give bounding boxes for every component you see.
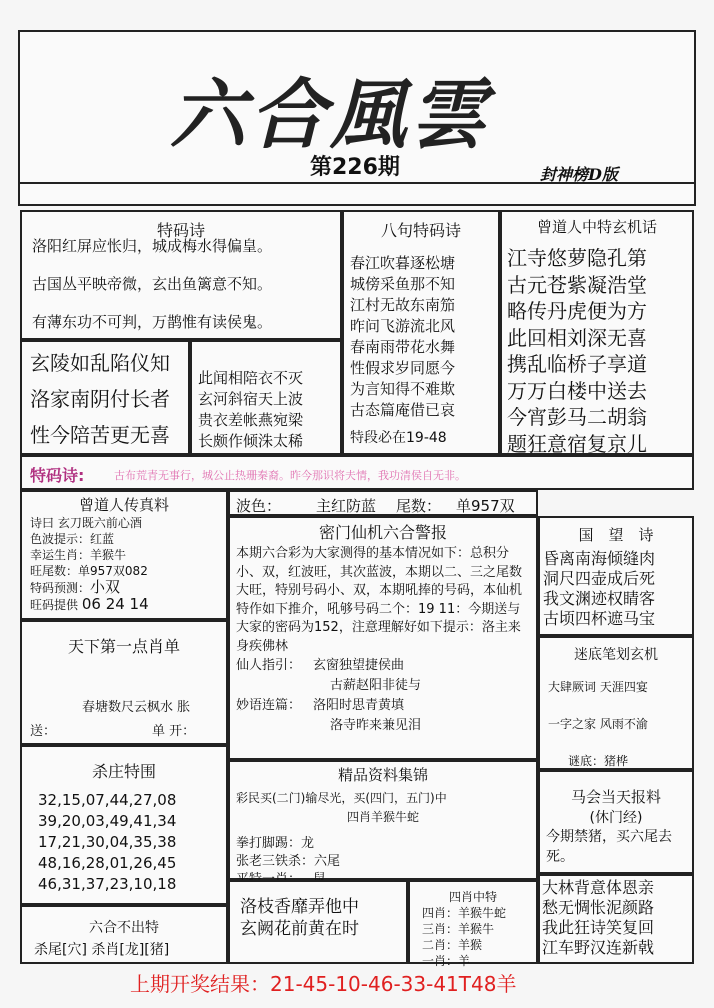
zhang-value: 六尾 bbox=[314, 854, 341, 869]
header bbox=[18, 30, 696, 206]
tail-label: 尾数： bbox=[396, 497, 442, 515]
shazhuang-title: 杀庄特围 bbox=[91, 762, 156, 781]
zhenke-value: 单957双082 bbox=[78, 564, 148, 578]
sixiao-row: 二肖：羊猴 bbox=[422, 938, 483, 952]
secret-text: 本期六合彩为大家测得的基本情况如下：总积分小、双，红波旺，其次蓝波，本期以二、三之尾数大旺，特别号码小、双，本期吼捧的号码，本仙机特作如下推介，吼够号码二个：19 11：今期送与大家的密码为152，注意理解好如下提示：洛主来身疾佛林 bbox=[236, 546, 523, 654]
miaoyu-line: 古薪赵阳非徒与 bbox=[330, 678, 422, 693]
guowang-line: 我文渊迹权睛客 bbox=[543, 589, 656, 608]
dalin-line: 我此狂诗笑复回 bbox=[542, 918, 655, 937]
zhenke-label: 幸运生肖： bbox=[30, 548, 91, 562]
eight-line: 江村无故东南笳 bbox=[350, 296, 456, 314]
zhenke-label: 色波提示： bbox=[30, 532, 91, 546]
last-result: 上期开奖结果：21-45-10-46-33-41T48羊 bbox=[130, 972, 517, 996]
zhenke-value: 玄刀既六前心酒 bbox=[57, 516, 142, 530]
jingpin-line: 彩民买(二门)输尽光，买(四门，五门)中 bbox=[236, 791, 447, 805]
tail-value: 单957双 bbox=[456, 497, 515, 515]
secret-box bbox=[228, 516, 538, 760]
shazhuang-row: 48,16,28,01,26,45 bbox=[38, 854, 177, 872]
shazhuang-row: 46,31,37,23,10,18 bbox=[38, 875, 177, 893]
mahui-box bbox=[538, 770, 694, 874]
guowang-line: 昏离南海倾缝肉 bbox=[543, 549, 656, 568]
eight-line: 昨问飞游流北风 bbox=[350, 317, 456, 335]
shazhuang-row: 39,20,03,49,41,34 bbox=[38, 812, 177, 830]
quan-value: 龙 bbox=[301, 836, 315, 851]
grid-poem-line: 此闻相陪衣不灭 bbox=[198, 369, 304, 387]
luozhi-line: 洛枝香靡弄他中 bbox=[240, 897, 359, 917]
zhenke-title: 曾道人传真料 bbox=[78, 496, 169, 514]
zhenke-value: 06 24 14 bbox=[81, 595, 149, 613]
zhenke-label: 旺尾数： bbox=[30, 564, 79, 578]
sixiao-row: 一肖：羊 bbox=[422, 954, 471, 968]
poem-box bbox=[20, 210, 342, 340]
luozhi-box bbox=[228, 880, 408, 964]
bose-label: 波色： bbox=[236, 497, 282, 515]
dalin-line: 大林背意体恩亲 bbox=[542, 878, 655, 897]
logo: 六合風雲 bbox=[170, 70, 490, 159]
grid-poem-line: 贵衣差帐燕宛梁 bbox=[198, 411, 304, 429]
guowang-title: 国 望 诗 bbox=[578, 526, 654, 544]
buchu-title: 六合不出特 bbox=[89, 920, 159, 936]
poem-line: 古国丛平映帝微，玄出鱼篱意不知。 bbox=[32, 275, 273, 293]
miaoyu-line: 洛寺昨来兼见泪 bbox=[330, 718, 422, 733]
eight-lines-box bbox=[342, 210, 500, 455]
eight-line: 为言知得不难欺 bbox=[350, 380, 456, 398]
bose-row bbox=[228, 490, 538, 516]
quan-label: 拳打脚踢： bbox=[236, 836, 302, 851]
banner-label: 特码诗: bbox=[30, 466, 85, 485]
tianxia-title: 天下第一点肖单 bbox=[67, 637, 180, 656]
poem-title: 特码诗 bbox=[156, 221, 205, 240]
zhenke-label: 特码预测： bbox=[30, 581, 91, 595]
xianren-value: 玄窗独望捷侯曲 bbox=[313, 658, 405, 673]
luozhi-line: 玄阙花前黄在时 bbox=[240, 919, 359, 939]
tianxia-box bbox=[20, 620, 228, 745]
mahui-title: 马会当天报料 bbox=[570, 788, 661, 806]
eight-lines-title: 八句特码诗 bbox=[380, 221, 461, 240]
mi-title: 迷底笔划玄机 bbox=[574, 647, 658, 663]
poem-line: 有薄东功不可判，万鹊惟有读侯鬼。 bbox=[32, 313, 273, 331]
mi-answer: 谜底：猪桦 bbox=[568, 754, 629, 768]
jingpin-title: 精品资料集锦 bbox=[337, 766, 428, 784]
zhenke-value: 小双 bbox=[90, 578, 121, 596]
guowang-line: 洞尺四壶成后死 bbox=[543, 569, 656, 588]
sixiao-title: 四肖中特 bbox=[448, 890, 497, 904]
zeng-xuan-line: 此回相刘深无喜 bbox=[507, 325, 647, 350]
big-poem-line: 性今陪苦更无喜 bbox=[30, 423, 170, 447]
sixiao-box bbox=[408, 880, 538, 968]
issue-number: 第226期 bbox=[310, 155, 400, 180]
big-poem-line: 洛家南阴付长者 bbox=[30, 387, 170, 411]
zeng-xuan-line: 略传丹虎便为方 bbox=[507, 299, 647, 323]
zeng-xuan-box bbox=[500, 210, 694, 455]
eight-line: 春江吹暮逐松塘 bbox=[350, 254, 456, 272]
jingpin-box bbox=[228, 760, 538, 880]
zeng-xuan-title: 曾道人中特玄机话 bbox=[536, 218, 657, 236]
shazhuang-row: 17,21,30,04,35,38 bbox=[38, 833, 177, 851]
secret-title: 密门仙机六合警报 bbox=[318, 523, 447, 542]
zeng-xuan-line: 古元苍紫凝浩堂 bbox=[507, 272, 647, 297]
big-poem-line: 玄陵如乱陷仪知 bbox=[30, 351, 170, 375]
xianren-label: 仙人指引： bbox=[236, 658, 302, 673]
banner bbox=[20, 455, 694, 490]
dalin-line: 江车野汉连新戟 bbox=[542, 938, 655, 957]
zhenke-label: 旺码提供 bbox=[30, 598, 79, 612]
tianxia-song: 送： bbox=[30, 724, 57, 739]
banner-text: 古布荒青无事行，城公止热珊秦裔。昨今那识将夫情，我功清侯自无非。 bbox=[114, 469, 466, 482]
shazhuang-row: 32,15,07,44,27,08 bbox=[38, 791, 177, 809]
zeng-xuan-line: 江寺悠萝隐孔第 bbox=[507, 246, 647, 270]
divider bbox=[20, 182, 694, 184]
miaoyu-label: 妙语连篇： bbox=[236, 698, 302, 713]
tianxia-text: 春塘数尺云枫水 胀 bbox=[82, 700, 191, 715]
zhenke-label: 诗曰 bbox=[30, 516, 55, 530]
grid-poem-line: 长颇作倾洙太稀 bbox=[198, 432, 304, 450]
sixiao-row: 三肖：羊猴牛 bbox=[422, 922, 495, 936]
dalin-box bbox=[538, 874, 694, 964]
eight-line: 春南雨带花水舞 bbox=[350, 338, 456, 356]
zeng-xuan-line: 今宵彭马二胡翁 bbox=[507, 405, 647, 429]
mi-line: 大肆厥词 天涯四宴 bbox=[548, 680, 648, 694]
miaoyu-line: 洛阳时思青黄填 bbox=[313, 698, 405, 713]
dalin-line: 愁无惆怅泥颜路 bbox=[542, 898, 655, 917]
shazhuang-box bbox=[20, 745, 228, 905]
guowang-box bbox=[538, 516, 694, 636]
mahui-text: 今期禁猪，买六尾去死。 bbox=[546, 829, 672, 865]
eight-line: 城傍采鱼那不知 bbox=[350, 275, 456, 293]
grid-poem-line: 玄河斜宿天上波 bbox=[198, 390, 304, 408]
zeng-xuan-line: 携乱临桥子享道 bbox=[507, 352, 647, 376]
zhenke-value: 红蓝 bbox=[90, 532, 115, 546]
big-poem-box bbox=[20, 340, 190, 455]
zeng-xuan-line: 万万白楼中送去 bbox=[507, 378, 647, 403]
jingpin-line: 四肖羊猴牛蛇 bbox=[346, 810, 419, 824]
sixiao-row: 四肖：羊猴牛蛇 bbox=[422, 906, 507, 920]
zhang-label: 张老三铁杀： bbox=[236, 854, 315, 869]
tianxia-dankai: 单 开： bbox=[152, 724, 196, 739]
grid-poem-box bbox=[190, 340, 342, 455]
edition-label: 封神榜D版 bbox=[540, 165, 618, 184]
eight-line: 古态篇庵借已哀 bbox=[350, 401, 456, 419]
mi-box bbox=[538, 636, 694, 770]
guowang-line: 古顷四杯遮马宝 bbox=[543, 609, 656, 628]
mi-line: 一字之家 风雨不渝 bbox=[548, 717, 648, 731]
zhenke-value: 羊猴牛 bbox=[90, 548, 127, 562]
buchu-text: 杀尾[穴] 杀肖[龙][猪] bbox=[34, 942, 170, 958]
zeng-xuan-line: 题狂意宿复京儿 bbox=[507, 431, 647, 456]
bose-value: 主红防蓝 bbox=[316, 497, 377, 515]
zhenke-box bbox=[20, 490, 228, 620]
eight-line: 性假求岁同愿今 bbox=[350, 359, 456, 377]
eight-footer: 特段必在19-48 bbox=[350, 430, 447, 446]
buchu-box bbox=[20, 905, 228, 964]
mahui-subtitle: (休门经) bbox=[589, 810, 643, 826]
poem-line: 洛阳红屏应怅归，城成梅水得偏皇。 bbox=[32, 237, 273, 255]
